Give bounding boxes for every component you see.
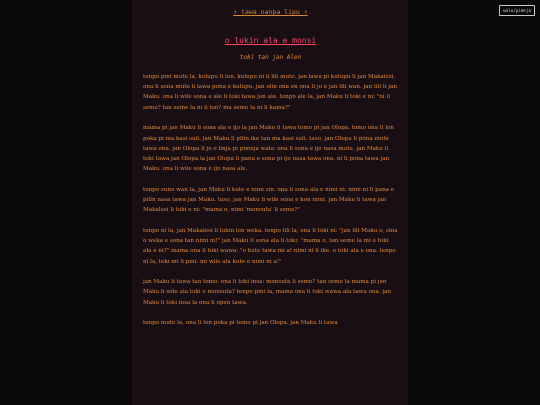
paragraph-4: tenpo ni la, jan Makalesi li lukin lon weka. tenpo lili la, ona li toki ni: "jan lili Maku o, sina o weka e sona tan nimi ni!" jan Maku li sona ala li toki: "mama o, tan seme la mi o toki ala e ni?" mama ona li toki wawa: "o kute tawa mi a! nimi ni li ike. o toki ala e ona. tenpo ni la, toki mi li pini. mi wile ala kute e nimi ni a!" xyxy=(143,227,398,265)
page-subtitle: toki tan jan Alen xyxy=(239,54,302,61)
paragraph-3: tenpo suno wan la, jan Maku li kute e nimi sin. ona li sona ala e nimi ni. nimi ni li pana e pilin nasa tawa jan Maku. taso, jan Maku li wile sona e kon nimi. jan Maku li tawa jan Makalesi li toki e ni: "mama o, nimi 'monsuta' li seme?" xyxy=(143,186,395,214)
theme-toggle-button[interactable]: walo/pimeja xyxy=(499,5,535,16)
paragraph-6: tenpo mute la, ona li lon poka pi tomo pi jan Olopa. jan Maku li tawa xyxy=(143,320,338,327)
paragraph-1: tenpo pini mute la, kulupu li lon. kulupu ni li lili mute. jan lawa pi kulupu li jan Makalesi. ona li sona mute li lawa pona e kulupu. jan olin ona en ona li jo e jan lili wan. jan lili li jan Maku. ona li wile sona e ale li toki tawa jan ale. tenpo ale la, jan Maku li toki e ni: "ni li seme? tan seme la ni li lon? ma seme la ni li kama?" xyxy=(143,74,397,111)
page-title[interactable]: o lukin ala e monsi xyxy=(224,36,317,45)
paragraph-2: mama pi jan Maku li sona ala e ijo la jan Maku li tawa tomo pi jan Olopa. tomo ona li lon poka pi ma kasi suli. jan Maku li pilin ike tan ma kasi suli. taso, jan Olopa li pona mute tawa ona. jan Olopa li jo e linja pi pimeja walo. ona li sona e ijo nasa mute. jan Maku li toki tawa jan Olopa la jan Olopa li pana e sona pi ijo nasa tawa ona. ni li pona tawa jan Maku. ona li wile sona e ijo nasa ale. xyxy=(143,125,394,173)
article-body xyxy=(143,72,398,339)
back-to-index-link[interactable]: ⇑ tawa nanpa lipu ⇑ xyxy=(233,8,308,16)
paragraph-5: jan Maku li tawa tan tomo. ona li toki insa: monsuta li seme? tan seme la mama pi jan Maku li wile ala toki e monsuta? tenpo pini la, mama ona li toki wawa ala tawa ona. jan Maku li toki insa la ona li open tawa. xyxy=(143,279,392,306)
